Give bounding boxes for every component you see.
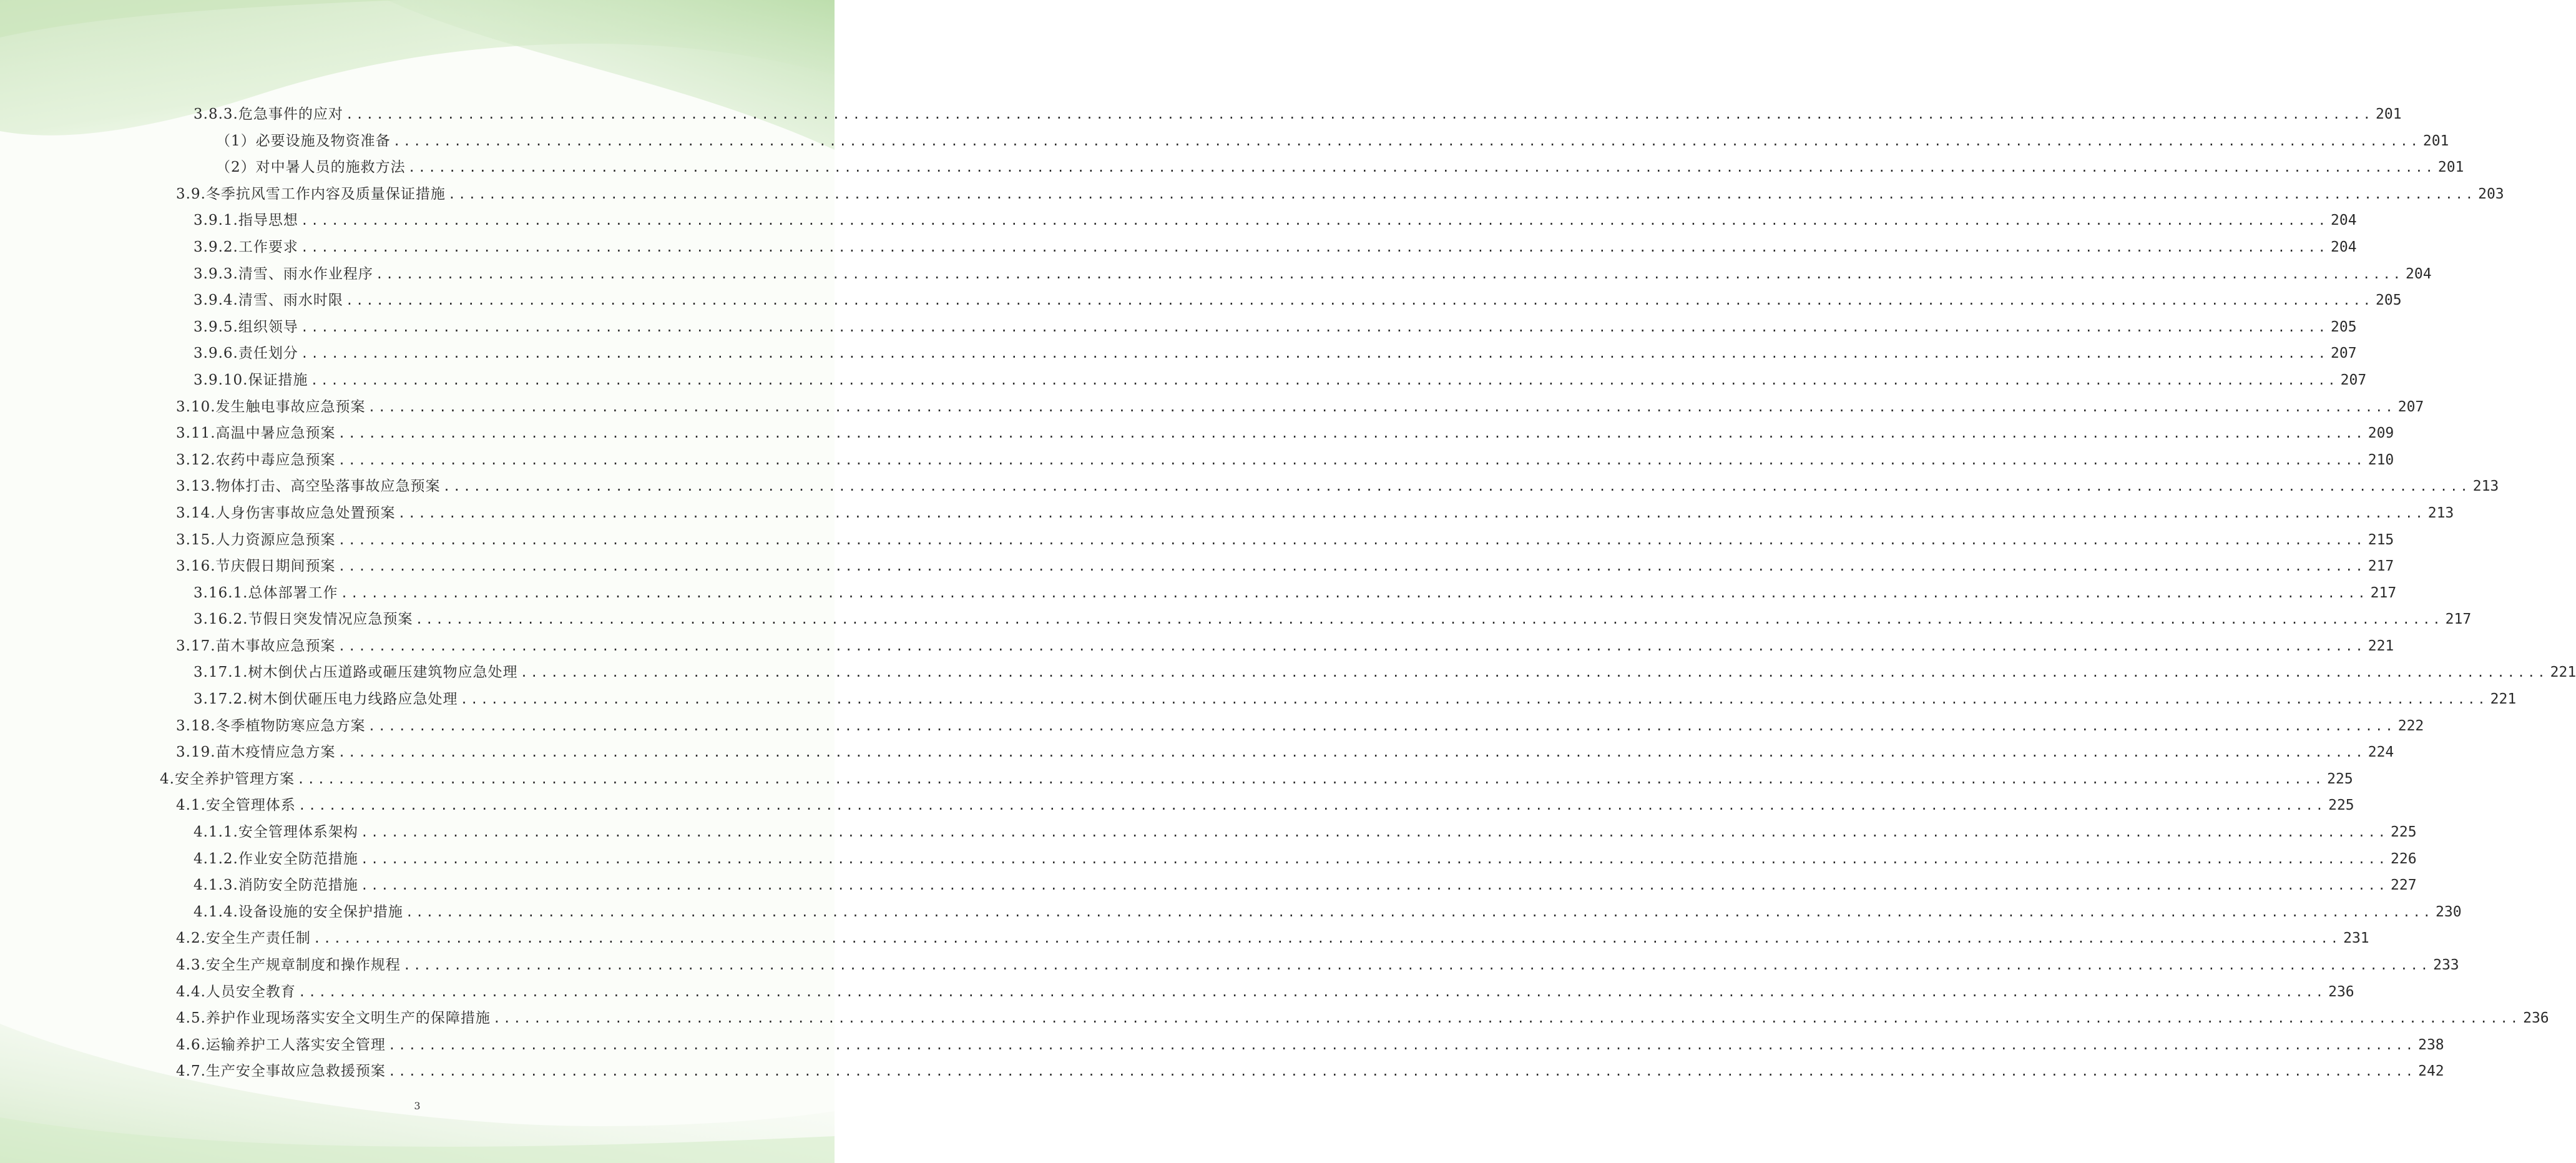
dot-leader: ........................................................................................................................................................................................................ [360,851,2389,866]
dot-leader: ........................................................................................................................................................................................................ [300,239,2329,255]
toc-entry-page: 207 [2397,398,2424,415]
toc-entry[interactable] [0,314,2357,341]
toc-entry-title: 4.6.运输养护工人落实安全管理 [176,1036,386,1053]
toc-entry-page: 201 [2422,132,2449,149]
dot-leader: ........................................................................................................................................................................................................ [405,904,2434,920]
toc-entry-page: 201 [2376,106,2402,122]
toc-entry-page: 225 [2391,824,2417,841]
toc-entry[interactable] [0,713,2424,740]
toc-entry[interactable] [0,287,2402,314]
toc-entry-page: 233 [2433,957,2459,973]
dot-leader: ........................................................................................................................................................................................................ [393,133,2421,149]
toc-entry-title: （1）必要设施及物资准备 [216,132,391,149]
toc-entry[interactable] [0,527,2394,554]
toc-entry-title: （2）对中暑人员的施救方法 [216,159,406,176]
toc-entry[interactable] [0,925,2369,952]
toc-entry-title: 3.9.1.指导思想 [193,212,298,229]
toc-entry-page: 242 [2418,1063,2444,1080]
toc-entry-page: 236 [2523,1010,2549,1027]
toc-entry[interactable] [0,101,2402,128]
dot-leader: ........................................................................................................................................................................................................ [403,958,2431,973]
toc-entry[interactable] [0,952,2459,979]
toc-entry[interactable] [0,819,2417,846]
dot-leader: ........................................................................................................................................................................................................ [313,931,2341,946]
toc-entry[interactable] [0,207,2357,234]
toc-entry-title: 4.1.2.作业安全防范措施 [193,850,358,867]
toc-entry-page: 205 [2376,292,2402,309]
toc-entry[interactable] [0,606,2472,633]
toc-entry-title: 3.9.2.工作要求 [193,238,298,255]
dot-leader: ........................................................................................................................................................................................................ [368,399,2396,415]
toc-entry[interactable] [0,1032,2444,1059]
toc-entry-title: 4.2.安全生产责任制 [176,930,311,947]
toc-entry-page: 217 [2370,584,2397,601]
dot-leader: ........................................................................................................................................................................................................ [448,186,2476,202]
dot-leader: ........................................................................................................................................................................................................ [388,1037,2416,1053]
toc-entry[interactable] [0,580,2397,607]
toc-entry[interactable] [0,261,2432,288]
toc-entry[interactable] [0,500,2454,527]
toc-entry-title: 3.13.物体打击、高空坠落事故应急预案 [176,478,441,495]
toc-entry-page: 238 [2418,1036,2444,1053]
toc-entry-title: 3.19.苗木疫情应急方案 [176,744,336,761]
toc-entry[interactable] [0,1005,2549,1032]
toc-entry[interactable] [0,234,2357,261]
toc-entry[interactable] [0,846,2417,873]
toc-entry-page: 204 [2331,238,2357,255]
toc-entry-title: 4.1.4.设备设施的安全保护措施 [193,903,403,920]
toc-entry[interactable] [0,394,2424,421]
toc-entry[interactable] [0,659,2576,686]
toc-entry-title: 3.9.6.责任划分 [193,345,298,362]
toc-entry-page: 225 [2327,770,2353,787]
toc-entry-title: 3.16.节庆假日期间预案 [176,558,336,575]
toc-entry[interactable] [0,447,2394,474]
toc-entry-title: 4.安全养护管理方案 [160,770,295,787]
toc-entry-title: 3.16.1.总体部署工作 [193,584,338,601]
toc-entry-page: 207 [2340,371,2367,388]
dot-leader: ........................................................................................................................................................................................................ [338,638,2366,654]
dot-leader: ........................................................................................................................................................................................................ [443,479,2471,494]
dot-leader: ........................................................................................................................................................................................................ [296,771,2325,787]
toc-entry[interactable] [0,686,2517,713]
dot-leader: ........................................................................................................................................................................................................ [338,426,2366,441]
dot-leader: ........................................................................................................................................................................................................ [345,107,2374,122]
toc-entry-page: 207 [2331,345,2357,362]
dot-leader: ........................................................................................................................................................................................................ [415,612,2443,627]
toc-entry-page: 210 [2368,451,2394,468]
toc-entry-title: 4.1.3.消防安全防范措施 [193,877,358,894]
toc-entry-page: 217 [2445,611,2472,628]
toc-entry[interactable] [0,899,2462,926]
toc-entry-title: 3.12.农药中毒应急预案 [176,451,336,468]
toc-entry[interactable] [0,553,2394,580]
dot-leader: ........................................................................................................................................................................................................ [338,745,2366,760]
toc-entry-title: 3.16.2.节假日突发情况应急预案 [193,611,413,628]
table-of-contents [0,101,2576,1085]
toc-entry[interactable] [0,154,2464,181]
toc-entry[interactable] [0,739,2394,766]
toc-entry-title: 3.8.3.危急事件的应对 [193,106,343,122]
dot-leader: ........................................................................................................................................................................................................ [300,346,2329,361]
dot-leader: ........................................................................................................................................................................................................ [338,559,2366,574]
dot-leader: ........................................................................................................................................................................................................ [388,1064,2416,1079]
dot-leader: ........................................................................................................................................................................................................ [408,160,2436,175]
toc-entry[interactable] [0,473,2499,500]
toc-entry-page: 221 [2550,664,2576,681]
toc-entry-page: 231 [2343,930,2369,947]
toc-entry[interactable] [0,792,2354,819]
toc-entry-title: 3.15.人力资源应急预案 [176,531,336,548]
toc-entry[interactable] [0,367,2367,394]
toc-entry-page: 222 [2397,717,2424,734]
toc-entry-title: 4.4.人员安全教育 [176,983,296,1000]
toc-entry-page: 227 [2391,877,2417,894]
toc-entry-title: 3.18.冬季植物防寒应急方案 [176,717,366,734]
toc-entry-title: 3.17.苗木事故应急预案 [176,637,336,654]
toc-entry-page: 204 [2331,212,2357,229]
toc-entry-page: 217 [2368,558,2394,575]
toc-entry-page: 221 [2368,637,2394,654]
toc-entry-title: 3.9.3.清雪、雨水作业程序 [193,265,373,282]
toc-entry[interactable] [0,420,2394,447]
dot-leader: ........................................................................................................................................................................................................ [360,825,2389,840]
toc-entry-title: 3.11.高温中暑应急预案 [176,425,336,442]
toc-entry[interactable] [0,979,2354,1006]
dot-leader: ........................................................................................................................................................................................................ [338,532,2366,547]
toc-entry-page: 221 [2490,691,2517,708]
page-number: 3 [414,1100,421,1112]
toc-entry-title: 3.9.冬季抗风雪工作内容及质量保证措施 [176,185,446,202]
dot-leader: ........................................................................................................................................................................................................ [375,266,2404,282]
toc-entry-title: 3.14.人身伤害事故应急处置预案 [176,504,396,521]
toc-entry-page: 213 [2472,478,2499,495]
toc-entry-title: 3.9.5.组织领导 [193,318,298,335]
dot-leader: ........................................................................................................................................................................................................ [460,692,2488,707]
toc-entry-title: 4.5.养护作业现场落实安全文明生产的保障措施 [176,1010,491,1027]
toc-entry-page: 226 [2391,850,2417,867]
dot-leader: ........................................................................................................................................................................................................ [338,452,2366,468]
dot-leader: ........................................................................................................................................................................................................ [368,718,2396,734]
toc-entry-page: 236 [2328,983,2354,1000]
toc-entry[interactable] [0,181,2504,208]
toc-entry-page: 204 [2406,265,2432,282]
toc-entry-title: 4.1.1.安全管理体系架构 [193,824,358,841]
toc-entry-title: 4.7.生产安全事故应急救援预案 [176,1063,386,1080]
toc-entry[interactable] [0,1058,2444,1085]
dot-leader: ........................................................................................................................................................................................................ [310,372,2338,388]
toc-entry[interactable] [0,872,2417,899]
toc-entry-page: 224 [2368,744,2394,761]
toc-entry-title: 3.9.10.保证措施 [193,371,308,388]
dot-leader: ........................................................................................................................................................................................................ [345,293,2374,308]
toc-entry-title: 3.9.4.清雪、雨水时限 [193,292,343,309]
toc-entry[interactable] [0,766,2353,793]
toc-entry-title: 3.17.1.树木倒伏占压道路或砸压建筑物应急处理 [193,664,518,681]
dot-leader: ........................................................................................................................................................................................................ [298,798,2326,813]
dot-leader: ........................................................................................................................................................................................................ [520,665,2548,680]
dot-leader: ........................................................................................................................................................................................................ [298,984,2326,999]
toc-entry-page: 201 [2437,159,2464,176]
toc-entry-page: 209 [2368,425,2394,442]
toc-entry-page: 213 [2427,504,2454,521]
toc-entry[interactable] [0,633,2394,660]
toc-entry-page: 203 [2478,185,2504,202]
toc-entry-page: 205 [2331,318,2357,335]
toc-entry[interactable] [0,340,2357,367]
toc-entry-title: 3.17.2.树木倒伏砸压电力线路应急处理 [193,691,458,708]
toc-entry-page: 215 [2368,531,2394,548]
toc-entry[interactable] [0,128,2449,155]
dot-leader: ........................................................................................................................................................................................................ [300,213,2329,228]
dot-leader: ........................................................................................................................................................................................................ [398,505,2426,521]
toc-entry-page: 225 [2328,797,2354,814]
toc-entry-title: 3.10.发生触电事故应急预案 [176,398,366,415]
dot-leader: ........................................................................................................................................................................................................ [492,1011,2521,1026]
toc-entry-title: 4.3.安全生产规章制度和操作规程 [176,957,401,973]
toc-entry-title: 4.1.安全管理体系 [176,797,296,814]
toc-entry-page: 230 [2436,903,2462,920]
dot-leader: ........................................................................................................................................................................................................ [300,319,2329,335]
dot-leader: ........................................................................................................................................................................................................ [340,585,2368,601]
dot-leader: ........................................................................................................................................................................................................ [360,878,2389,893]
